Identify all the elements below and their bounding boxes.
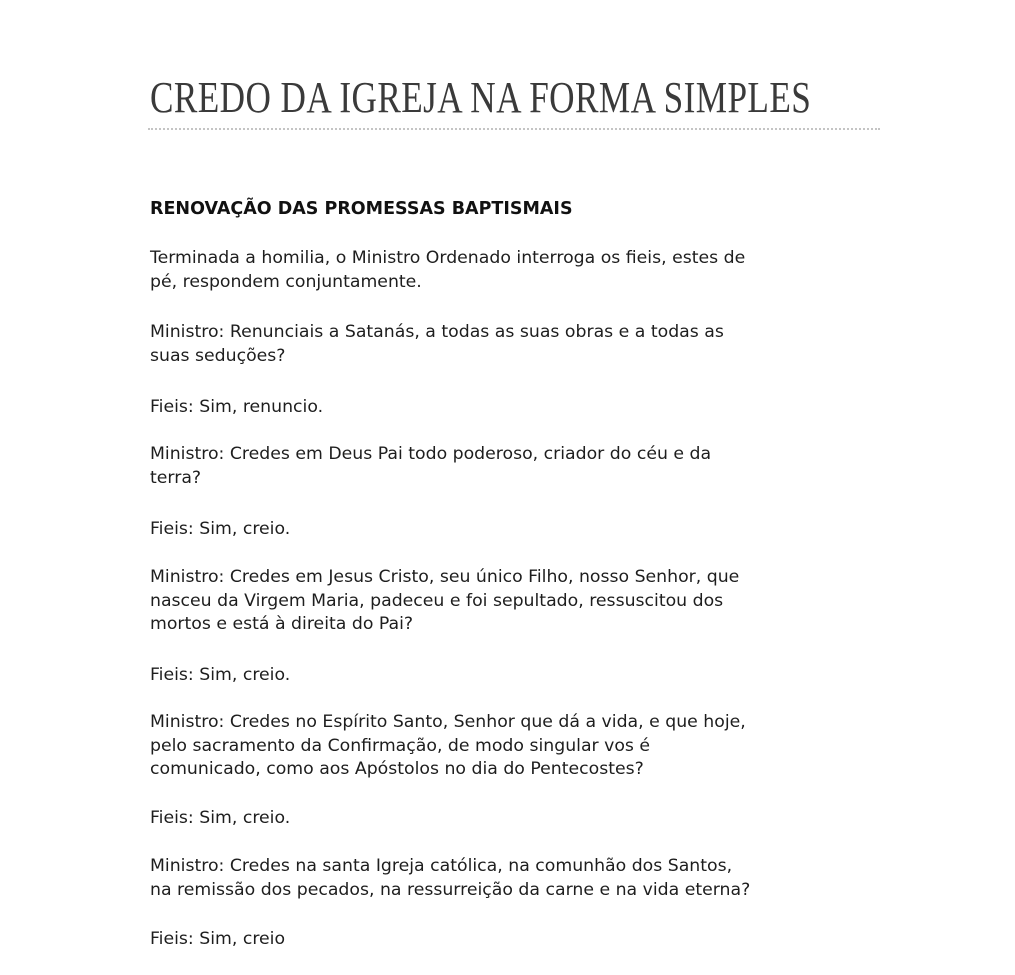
paragraph [150, 664, 290, 688]
paragraph-line: Fieis: Sim, creio. [150, 808, 291, 828]
section-heading: RENOVAÇÃO DAS PROMESSAS BAPTISMAIS [150, 199, 573, 219]
paragraph-line: Ministro: Credes em Jesus Cristo, seu único Filho, nosso Senhor, que [150, 567, 740, 587]
paragraph-line: na remissão dos pecados, na ressurreição da carne e na vida eterna? [150, 879, 751, 900]
paragraph-line: pé, respondem conjuntamente. [150, 271, 422, 292]
paragraph-line: Fieis: Sim, renuncio. [150, 397, 324, 417]
paragraph [150, 566, 739, 637]
paragraph-line: Ministro: Credes em Deus Pai todo poderoso, criador do céu e da [150, 444, 712, 464]
paragraph-line: Ministro: Credes no Espírito Santo, Senhor que dá a vida, e que hoje, [150, 712, 746, 732]
paragraph-line: mortos e está à direita do Pai? [150, 614, 414, 634]
paragraph [150, 518, 290, 542]
paragraph-line: Ministro: Credes na santa Igreja católica, na comunhão dos Santos, [150, 856, 733, 876]
paragraph-line: Terminada a homilia, o Ministro Ordenado interroga os fieis, estes de [150, 248, 746, 268]
paragraph-line: pelo sacramento da Confirmação, de modo singular vos é [150, 735, 651, 756]
paragraph [150, 443, 711, 490]
paragraph-line: comunicado, como aos Apóstolos no dia do Pentecostes? [150, 759, 644, 779]
paragraph [150, 711, 746, 782]
paragraph-line: Fieis: Sim, creio. [150, 519, 291, 539]
paragraph [150, 928, 285, 952]
paragraph-line: Fieis: Sim, creio [150, 929, 286, 949]
paragraph [150, 247, 745, 294]
paragraph-line: nasceu da Virgem Maria, padeceu e foi sepultado, ressuscitou dos [150, 590, 724, 611]
title-underline [148, 128, 880, 130]
paragraph [150, 855, 750, 902]
paragraph [150, 807, 290, 831]
paragraph-line: Fieis: Sim, creio. [150, 665, 291, 685]
document-title: CREDO DA IGREJA NA FORMA SIMPLES [150, 73, 812, 122]
paragraph-line: Ministro: Renunciais a Satanás, a todas as suas obras e a todas as [150, 322, 724, 342]
paragraph-line: terra? [150, 467, 202, 488]
paragraph-line: suas seduções? [150, 345, 286, 366]
paragraph [150, 321, 724, 368]
paragraph [150, 396, 323, 420]
